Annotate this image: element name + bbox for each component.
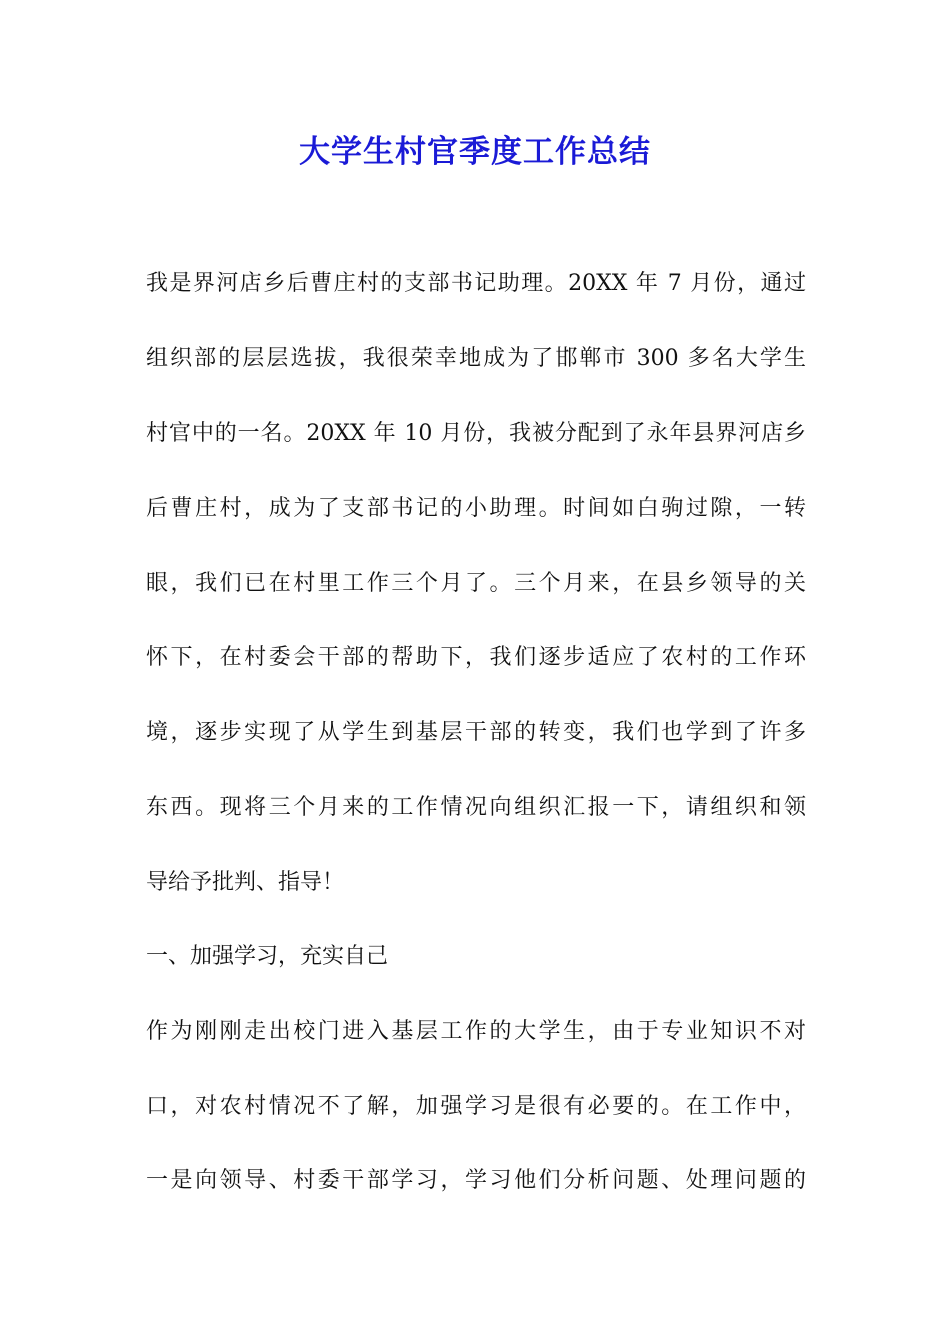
body-line: 眼，我们已在村里工作三个月了。三个月来，在县乡领导的关 (146, 571, 806, 596)
body-line: 怀下，在村委会干部的帮助下，我们逐步适应了农村的工作环 (146, 645, 806, 670)
section-heading: 一、加强学习，充实自己 (146, 944, 389, 969)
body-line: 口，对农村情况不了解，加强学习是很有必要的。在工作中， (146, 1094, 806, 1119)
body-line: 作为刚刚走出校门进入基层工作的大学生，由于专业知识不对 (146, 1019, 806, 1044)
body-line: 导给予批判、指导！ (146, 870, 345, 895)
body-line: 组织部的层层选拔，我很荣幸地成为了邯郸市 300 多名大学生 (146, 346, 806, 371)
body-line: 境，逐步实现了从学生到基层干部的转变，我们也学到了许多 (146, 720, 806, 745)
body-line: 东西。现将三个月来的工作情况向组织汇报一下，请组织和领 (146, 795, 806, 820)
body-line: 我是界河店乡后曹庄村的支部书记助理。20XX 年 7 月份，通过 (146, 271, 806, 296)
body-line: 后曹庄村，成为了支部书记的小助理。时间如白驹过隙，一转 (146, 496, 806, 521)
document-title: 大学生村官季度工作总结 (299, 134, 651, 170)
body-line: 村官中的一名。20XX 年 10 月份，我被分配到了永年县界河店乡 (146, 421, 806, 446)
body-line: 一是向领导、村委干部学习，学习他们分析问题、处理问题的 (146, 1168, 806, 1193)
